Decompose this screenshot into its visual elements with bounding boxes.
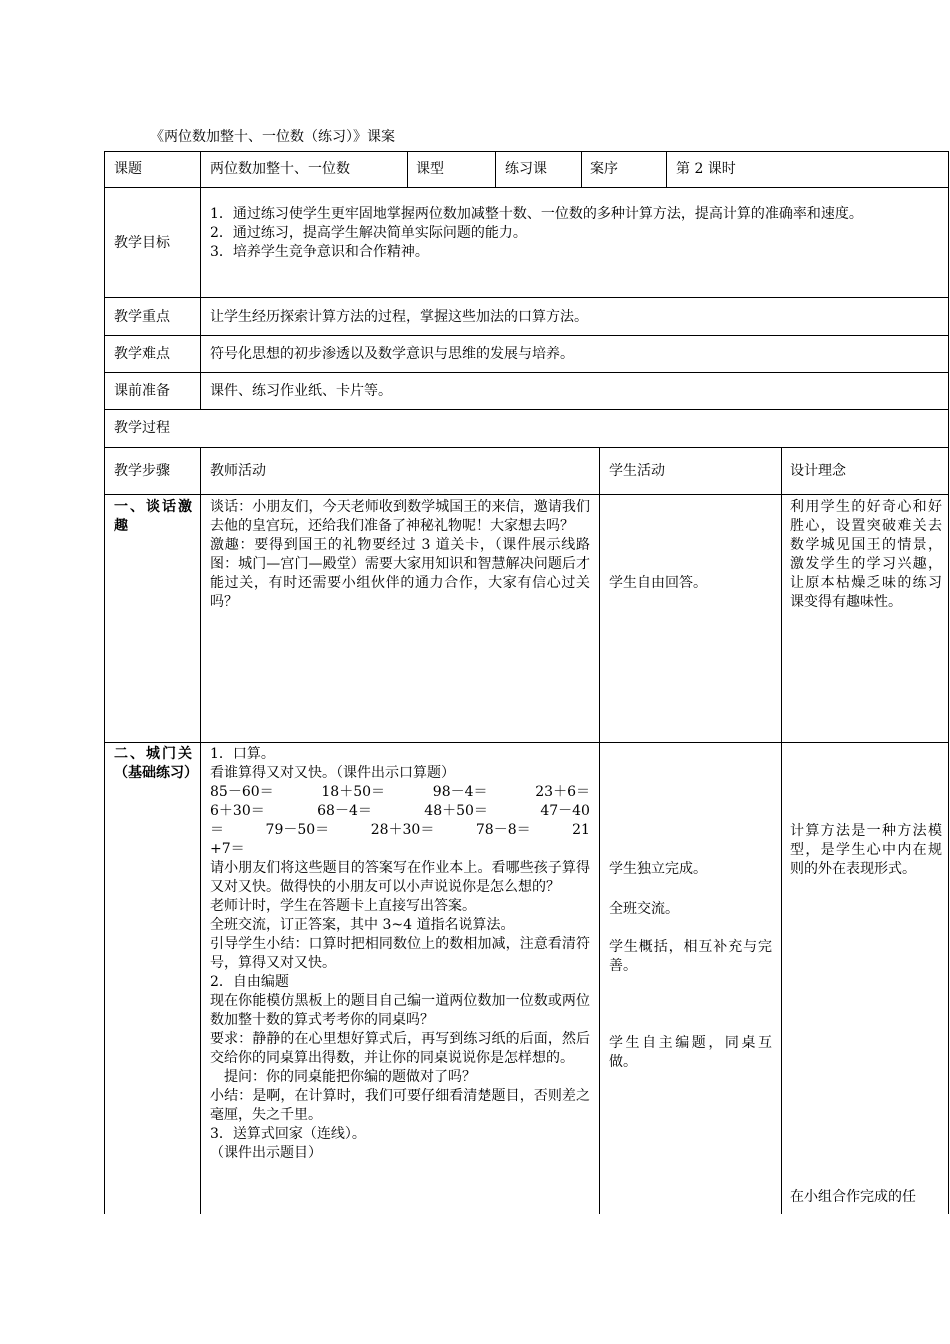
goal-2: 2．通过练习，提高学生解决简单实际问题的能力。: [210, 225, 527, 241]
key-point-value: 让学生经历探索计算方法的过程，掌握这些加法的口算方法。: [210, 309, 588, 325]
equation: 18＋50＝: [321, 784, 386, 800]
step1-concept: 利用学生的好奇心和好胜心，设置突破难关去数学城见国王的情景，激发学生的学习兴趣，让原本枯燥乏味的练习课变得有趣味性。: [790, 499, 942, 610]
equation: 98－4＝: [432, 784, 488, 800]
step1-teacher-p2: 激趣：要得到国王的礼物要经过 3 道关卡，（课件展示线路图：城门—宫门—殿堂）需要大家用知识和智慧解决问题后才能过关，有时还需要小组伙伴的通力合作，大家有信心过关吗？: [210, 537, 590, 610]
col-teacher-header: 教师活动: [210, 463, 266, 479]
equation: 48＋50＝: [424, 803, 488, 819]
col-divider: [666, 151, 667, 188]
step2-teacher-p: 小结：是啊，在计算时，我们可要仔细看清楚题目，否则差之毫厘，失之千里。: [210, 1088, 590, 1123]
difficulty-label: 教学难点: [114, 346, 170, 362]
equation: 78－8＝: [475, 822, 531, 838]
col-divider: [781, 447, 782, 1214]
step2-teacher-p: 要求：静静的在心里想好算式后，再写到练习纸的后面，然后交给你的同桌算出得数，并让你的同桌说说你是怎样想的。: [210, 1031, 590, 1066]
col-divider: [581, 151, 582, 188]
step2-oral-title: 1．口算。: [210, 746, 275, 762]
row-divider: [104, 335, 949, 336]
step1-teacher: [210, 498, 590, 612]
row-divider: [104, 187, 949, 188]
step2-teacher: [210, 745, 590, 1163]
process-label: 教学过程: [114, 420, 170, 436]
col-divider: [407, 151, 408, 188]
col-divider: [200, 151, 201, 410]
equation-line-1: [210, 783, 590, 802]
step2-student-2: 全班交流。: [609, 901, 679, 917]
col-student-header: 学生活动: [609, 463, 665, 479]
equation: 68－4＝: [317, 803, 372, 819]
step2-student-3: 学生概括，相互补充与完善。: [609, 939, 772, 974]
col-divider: [200, 447, 201, 1214]
step1-name: 一、谈话激趣: [114, 499, 192, 534]
step2-teacher-p: 全班交流，订正答案，其中 3~4 道指名说算法。: [210, 917, 515, 933]
equation: 28＋30＝: [370, 822, 435, 838]
equation: 47－40: [540, 803, 590, 819]
key-point-label: 教学重点: [114, 309, 170, 325]
step2-teacher-p: 3．送算式回家（连线）。: [210, 1126, 366, 1142]
equation: ＝: [210, 822, 224, 838]
col-divider: [599, 447, 600, 1214]
step1-teacher-p1: 谈话：小朋友们，今天老师收到数学城国王的来信，邀请我们去他的皇宫玩，还给我们准备了神秘礼物呢！大家想去吗？: [210, 499, 590, 534]
step2-teacher-p: 2．自由编题: [210, 974, 289, 990]
prep-label: 课前准备: [114, 383, 170, 399]
step2-teacher-p: 引导学生小结：口算时把相同数位上的数相加减，注意看清符号，算得又对又快。: [210, 936, 590, 971]
goals-label: 教学目标: [114, 235, 170, 251]
seq-value: 第 2 课时: [676, 161, 736, 177]
col-divider: [495, 151, 496, 188]
step2-teacher-p: 提问：你的同桌能把你编的题做对了吗？: [210, 1069, 476, 1085]
difficulty-value: 符号化思想的初步渗透以及数学意识与思维的发展与培养。: [210, 346, 574, 362]
topic-label: 课题: [114, 161, 142, 177]
row-divider: [104, 372, 949, 373]
col-concept-header: 设计理念: [790, 463, 846, 479]
goal-1: 1．通过练习使学生更牢固地掌握两位数加减整十数、一位数的多种计算方法，提高计算的准确率和速度。: [210, 206, 863, 222]
equation-line-2: [210, 802, 590, 821]
step2-teacher-p: 现在你能模仿黑板上的题目自己编一道两位数加一位数或两位数加整十数的算式考考你的同桌吗？: [210, 993, 590, 1028]
equation: 85－60＝: [210, 784, 274, 800]
type-value: 练习课: [505, 161, 547, 177]
equation-line-4: +7＝: [210, 841, 245, 857]
step2-concept-2: 在小组合作完成的任: [790, 1189, 916, 1205]
step2-name: 二、城门关（基础练习）: [114, 746, 198, 781]
col-step-header: 教学步骤: [114, 463, 170, 479]
goal-3: 3．培养学生竞争意识和合作精神。: [210, 244, 429, 260]
row-divider: [104, 742, 949, 743]
step1-student: 学生自由回答。: [609, 575, 707, 591]
step2-student-1: 学生独立完成。: [609, 861, 707, 877]
step2-teacher-p: 请小朋友们将这些题目的答案写在作业本上。看哪些孩子算得又对又快。做得快的小朋友可以小声说说你是怎么想的？: [210, 860, 590, 895]
equation: 23＋6＝: [535, 784, 590, 800]
step2-teacher-p: （课件出示题目）: [210, 1145, 322, 1161]
equation-line-3: [210, 821, 590, 840]
row-divider: [104, 297, 949, 298]
step2-oral-intro: 看谁算得又对又快。（课件出示口算题）: [210, 765, 455, 781]
type-label: 课型: [416, 161, 444, 177]
equation: 21: [572, 822, 590, 838]
step2-concept-1: 计算方法是一种方法模型，是学生心中内在规则的外在表现形式。: [790, 823, 942, 877]
document-title: 《两位数加整十、一位数（练习）》课案: [150, 129, 395, 145]
equation: 6＋30＝: [210, 803, 265, 819]
prep-value: 课件、练习作业纸、卡片等。: [210, 383, 392, 399]
seq-label: 案序: [590, 161, 618, 177]
step2-student-4: 学生自主编题，同桌互做。: [609, 1035, 772, 1070]
row-divider: [104, 447, 949, 448]
step2-teacher-p: 老师计时，学生在答题卡上直接写出答案。: [210, 898, 476, 914]
goals-content: [210, 205, 942, 262]
topic-value: 两位数加整十、一位数: [210, 161, 350, 177]
equation: 79－50＝: [265, 822, 330, 838]
row-divider: [104, 409, 949, 410]
row-divider: [104, 494, 949, 495]
